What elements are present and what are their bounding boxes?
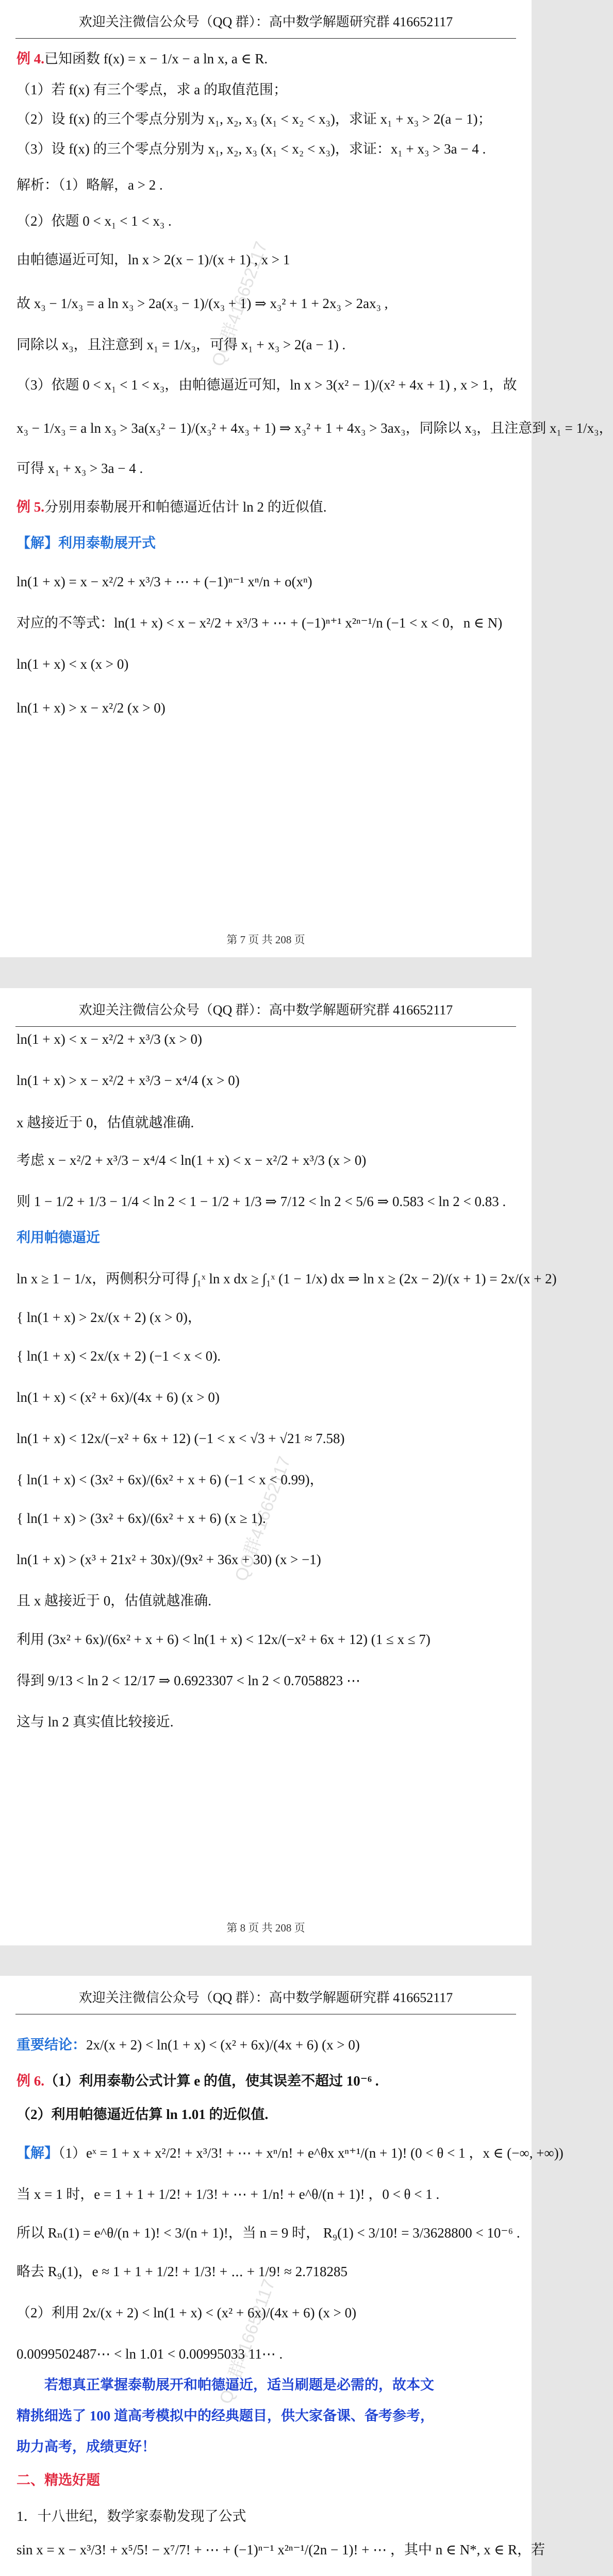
text-line	[16, 459, 519, 478]
text-segment: 可得 x₁ + x₃ > 3a − 4 .	[16, 461, 143, 476]
text-line	[16, 211, 519, 231]
text-line	[16, 109, 519, 129]
text-line	[16, 1029, 519, 1049]
text-segment: ln(1 + x) = x − x²/2 + x³/3 + ⋯ + (−1)ⁿ⁻¹ xⁿ/n + o(xⁿ)	[16, 574, 312, 589]
text-line	[16, 2437, 519, 2456]
text-line	[16, 175, 519, 195]
text-segment: 重要结论：	[16, 2037, 86, 2053]
text-segment: 这与 ln 2 真实值比较接近.	[16, 1714, 174, 1730]
text-line	[16, 1346, 519, 1366]
text-segment: 所以 Rₙ(1) = e^θ/(n + 1)! < 3/(n + 1)!，当 n = 9 时， R₉(1) < 3/10! = 3/3628800 < 10⁻⁶ .	[16, 2225, 520, 2241]
text-line	[16, 80, 519, 99]
text-line	[16, 418, 613, 438]
text-line	[16, 2035, 519, 2055]
text-line	[16, 533, 519, 553]
text-line	[16, 139, 519, 159]
text-segment: 同除以 x₃，且注意到 x₁ = 1/x₃，可得 x₁ + x₃ > 2(a − 1) .	[16, 337, 346, 352]
text-segment: 对应的不等式：ln(1 + x) < x − x²/2 + x³/3 + ⋯ + (−1)ⁿ⁺¹ x²ⁿ⁻¹/n (−1 < x < 0，n ∈ N)	[16, 615, 503, 631]
page-footer: 第 8 页 共 208 页	[226, 1922, 305, 1934]
text-line	[16, 1071, 519, 1090]
text-line	[16, 2184, 519, 2204]
text-segment: 略去 R₉(1)，e ≈ 1 + 1 + 1/2! + 1/3! + ⋯ + 1/9! ≈ 2.718285	[16, 2264, 347, 2279]
text-segment: 分别用泰勒展开和帕德逼近估计 ln 2 的近似值.	[44, 499, 327, 515]
text-segment: sin x = x − x³/3! + x⁵/5! − x⁷/7! + ⋯ + (−1)ⁿ⁻¹ x²ⁿ⁻¹/(2n − 1)! + ⋯ ，其中 n ∈ N*, x ∈ R，若	[16, 2542, 545, 2557]
text-line	[16, 294, 519, 313]
text-segment: 利用 (3x² + 6x)/(6x² + x + 6) < ln(1 + x) < 12x/(−x² + 6x + 12) (1 ≤ x ≤ 7)	[16, 1632, 430, 1647]
text-line	[16, 2470, 519, 2490]
text-line	[16, 2540, 545, 2560]
text-line	[16, 250, 519, 269]
header-divider	[15, 1026, 516, 1027]
document-page-9	[0, 1976, 564, 2576]
text-segment: { ln(1 + x) > (3x² + 6x)/(6x² + x + 6) (x ≥ 1).	[16, 1511, 266, 1526]
watermark: QQ群416652117	[216, 2276, 279, 2407]
text-segment: （2）依题 0 < x₁ < 1 < x₃ .	[16, 213, 172, 229]
text-segment: 当 x = 1 时，e = 1 + 1 + 1/2! + 1/3! + ⋯ + 1/n! + e^θ/(n + 1)! ，0 < θ < 1 .	[16, 2187, 440, 2202]
page-footer: 第 7 页 共 208 页	[226, 934, 305, 946]
text-line	[16, 1387, 519, 1407]
text-segment: ln(1 + x) < (x² + 6x)/(4x + 6) (x > 0)	[16, 1389, 220, 1405]
text-line	[16, 1113, 519, 1132]
text-line	[16, 1269, 557, 1289]
text-segment: 则 1 − 1/2 + 1/3 − 1/4 < ln 2 < 1 − 1/2 + 1/3 ⇒ 7/12 < ln 2 < 5/6 ⇒ 0.583 < ln 2 < 0.83 .	[16, 1194, 506, 1209]
text-segment: 已知函数 f(x) = x − 1/x − a ln x, a ∈ R.	[44, 51, 268, 66]
text-line	[16, 2303, 519, 2323]
text-segment: 若想真正掌握泰勒展开和帕德逼近，适当刷题是必需的，故本文	[16, 2377, 434, 2393]
text-line	[16, 335, 519, 354]
text-segment: 故 x₃ − 1/x₃ = a ln x₃ > 2a(x₃ − 1)/(x₃ + 1) ⇒ x₃² + 1 + 2x₃ > 2ax₃ ,	[16, 296, 388, 311]
text-segment: { ln(1 + x) < (3x² + 6x)/(6x² + x + 6) (−1 < x < 0.99)，	[16, 1472, 324, 1487]
text-line	[16, 2262, 519, 2281]
document-page-7	[0, 0, 613, 957]
text-segment: 助力高考，成绩更好！	[16, 2439, 156, 2454]
text-segment: 1．十八世纪，数学家泰勒发现了公式	[16, 2509, 246, 2524]
text-segment: （1）利用泰勒公式计算 e 的值，使其误差不超过 10⁻⁶ .	[44, 2073, 379, 2089]
text-segment: ln(1 + x) > (x³ + 21x² + 30x)/(9x² + 36x + 30) (x > −1)	[16, 1552, 321, 1567]
watermark: QQ群416652117	[231, 1453, 295, 1584]
text-segment: 例 6.	[16, 2073, 44, 2089]
page-header: 欢迎关注微信公众号（QQ 群）：高中数学解题研究群 416652117	[78, 1990, 453, 2005]
text-line	[16, 2406, 519, 2426]
text-line	[16, 1630, 519, 1649]
text-segment: （2）利用 2x/(x + 2) < ln(1 + x) < (x² + 6x)/(4x + 6) (x > 0)	[16, 2305, 357, 2320]
text-line	[16, 2344, 519, 2364]
text-segment: 解析：（1）略解，a > 2 .	[16, 177, 163, 193]
text-segment: 利用帕德逼近	[16, 1230, 100, 1245]
text-segment: 2x/(x + 2) < ln(1 + x) < (x² + 6x)/(4x + 6) (x > 0)	[86, 2037, 360, 2053]
text-segment: 得到 9/13 < ln 2 < 12/17 ⇒ 0.6923307 < ln 2 < 0.7058823 ⋯	[16, 1673, 361, 1688]
text-line	[16, 1671, 519, 1690]
document-page-8	[0, 988, 557, 1945]
watermark: QQ群416652117	[208, 239, 272, 369]
text-line	[16, 654, 519, 674]
text-line	[16, 1228, 519, 1247]
text-segment: { ln(1 + x) > 2x/(x + 2) (x > 0)，	[16, 1310, 202, 1325]
text-line	[16, 613, 519, 633]
text-line	[16, 698, 519, 718]
text-line	[16, 1712, 519, 1732]
text-segment: ln(1 + x) < x − x²/2 + x³/3 (x > 0)	[16, 1031, 203, 1047]
text-segment: （2）设 f(x) 的三个零点分别为 x₁, x₂, x₃ (x₁ < x₂ < x₃)，求证 x₁ + x₃ > 2(a − 1)；	[16, 111, 492, 127]
text-segment: （1）若 f(x) 有三个零点，求 a 的取值范围；	[16, 82, 287, 97]
text-segment: 【解】利用泰勒展开式	[16, 535, 156, 551]
text-segment: 例 5.	[16, 499, 44, 515]
header-divider	[15, 38, 516, 39]
text-segment: （2）利用帕德逼近估算 ln 1.01 的近似值.	[16, 2107, 269, 2122]
text-line	[16, 497, 519, 517]
text-segment: { ln(1 + x) < 2x/(x + 2) (−1 < x < 0).	[16, 1348, 221, 1364]
page-header: 欢迎关注微信公众号（QQ 群）：高中数学解题研究群 416652117	[78, 1003, 453, 1018]
text-segment: 例 4.	[16, 51, 44, 66]
text-segment: 二、精选好题	[16, 2472, 100, 2488]
text-line	[16, 2071, 519, 2091]
text-line	[16, 1192, 519, 1211]
text-segment: 【解】	[16, 2145, 58, 2161]
text-line	[16, 572, 519, 591]
text-segment: （1）eˣ = 1 + x + x²/2! + x³/3! + ⋯ + xⁿ/n! + e^θx xⁿ⁺¹/(n + 1)! (0 < θ < 1 ，x ∈ (−∞, +∞))	[58, 2145, 564, 2161]
text-line	[16, 1470, 519, 1489]
page-header: 欢迎关注微信公众号（QQ 群）：高中数学解题研究群 416652117	[78, 14, 453, 29]
text-segment: ln x ≥ 1 − 1/x，两侧积分可得 ∫₁ˣ ln x dx ≥ ∫₁ˣ (1 − 1/x) dx ⇒ ln x ≥ (2x − 2)/(x + 1) = 2x/(x + 2)	[16, 1271, 557, 1286]
text-line	[16, 2223, 519, 2243]
text-line	[16, 1550, 519, 1569]
text-segment: 由帕德逼近可知，ln x > 2(x − 1)/(x + 1) , x > 1	[16, 252, 290, 267]
text-segment: x₃ − 1/x₃ = a ln x₃ > 3a(x₃² − 1)/(x₃² + 4x₃ + 1) ⇒ x₃² + 1 + 4x₃ > 3ax₃，同除以 x₃，且注意到 x₁ = 1/x₃，	[16, 420, 613, 436]
text-line	[16, 1150, 519, 1170]
text-line	[16, 2105, 519, 2124]
text-segment: ln(1 + x) > x − x²/2 + x³/3 − x⁴/4 (x > 0)	[16, 1073, 240, 1088]
text-line	[16, 1591, 519, 1611]
text-line	[16, 1308, 519, 1327]
text-segment: 且 x 越接近于 0，估值就越准确.	[16, 1593, 211, 1608]
text-line	[16, 2143, 564, 2163]
text-line	[16, 2375, 519, 2395]
text-line	[16, 2506, 519, 2526]
text-line	[16, 1429, 519, 1448]
text-segment: （3）设 f(x) 的三个零点分别为 x₁, x₂, x₃ (x₁ < x₂ < x₃)，求证：x₁ + x₃ > 3a − 4 .	[16, 141, 486, 157]
text-segment: （3）依题 0 < x₁ < 1 < x₃，由帕德逼近可知，ln x > 3(x² − 1)/(x² + 4x + 1) , x > 1，故	[16, 377, 517, 393]
text-line	[16, 49, 519, 69]
text-segment: 考虑 x − x²/2 + x³/3 − x⁴/4 < ln(1 + x) < x − x²/2 + x³/3 (x > 0)	[16, 1153, 367, 1168]
text-segment: ln(1 + x) < 12x/(−x² + 6x + 12) (−1 < x < √3 + √21 ≈ 7.58)	[16, 1431, 345, 1446]
text-line	[16, 375, 519, 395]
text-segment: x 越接近于 0，估值就越准确.	[16, 1115, 194, 1130]
text-segment: 0.0099502487⋯ < ln 1.01 < 0.00995033 11⋯ .	[16, 2346, 283, 2362]
text-segment: ln(1 + x) < x (x > 0)	[16, 656, 129, 672]
text-line	[16, 1509, 519, 1528]
text-segment: 精挑细选了 100 道高考模拟中的经典题目，供大家备课、备考参考，	[16, 2408, 434, 2424]
text-segment: ln(1 + x) > x − x²/2 (x > 0)	[16, 700, 165, 716]
